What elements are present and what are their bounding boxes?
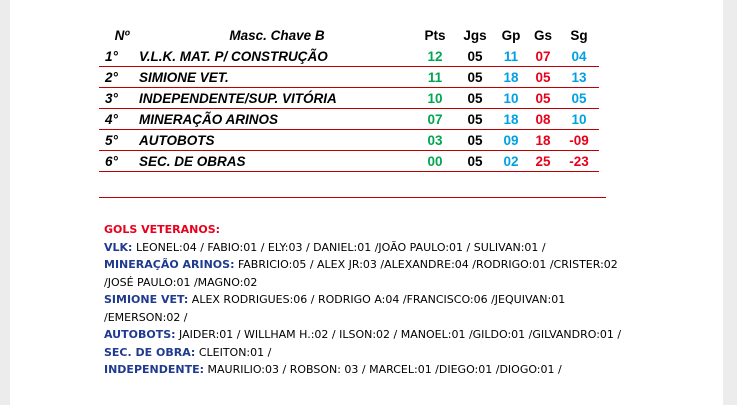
table-row xyxy=(99,88,599,109)
row-gp: 18 xyxy=(495,109,527,130)
header-sg: Sg xyxy=(570,27,588,43)
row-pts: 00 xyxy=(415,151,455,172)
gols-team-label: MINERAÇÃO ARINOS: xyxy=(104,258,235,271)
row-position: 5° xyxy=(99,130,139,151)
gols-scorers: MAURILIO:03 / ROBSON: 03 / MARCEL:01 /DIEGO:01 /DIOGO:01 / xyxy=(204,363,562,376)
row-pts: 07 xyxy=(415,109,455,130)
gols-line-simione xyxy=(104,291,644,326)
row-jgs: 05 xyxy=(455,109,495,130)
gols-line-sec-obra xyxy=(104,344,644,362)
row-sg: 10 xyxy=(559,109,599,130)
gols-line-autobots xyxy=(104,326,644,344)
row-position: 4° xyxy=(99,109,139,130)
gols-title: GOLS VETERANOS: xyxy=(104,223,221,236)
gols-scorers: CLEITON:01 / xyxy=(195,345,272,359)
gols-section xyxy=(104,221,644,379)
row-team: MINERAÇÃO ARINOS xyxy=(139,109,415,130)
row-jgs: 05 xyxy=(455,151,495,172)
row-gp: 09 xyxy=(495,130,527,151)
empty-cell xyxy=(99,172,599,191)
row-position: 3° xyxy=(99,88,139,109)
gols-team-label: SEC. DE OBRA: xyxy=(104,345,196,359)
row-pts: 03 xyxy=(415,130,455,151)
empty-row xyxy=(99,172,599,191)
row-pts: 11 xyxy=(415,67,455,88)
header-position: Nº xyxy=(114,27,130,43)
table-row xyxy=(99,67,599,88)
standings-table xyxy=(99,24,599,190)
row-sg: 04 xyxy=(559,46,599,67)
header-gs: Gs xyxy=(533,27,552,43)
row-pts: 12 xyxy=(415,46,455,67)
row-position: 1° xyxy=(99,46,139,67)
row-gs: 18 xyxy=(527,130,559,151)
table-bottom-divider xyxy=(99,197,606,198)
row-gs: 05 xyxy=(527,88,559,109)
gols-team-label: VLK: xyxy=(104,240,133,254)
row-gp: 18 xyxy=(495,67,527,88)
row-position: 2° xyxy=(99,67,139,88)
row-position: 6° xyxy=(99,151,139,172)
row-gs: 07 xyxy=(527,46,559,67)
gols-scorers: LEONEL:04 / FABIO:01 / ELY:03 / DANIEL:01 /JOÃO PAULO:01 / SULIVAN:01 / xyxy=(132,240,546,254)
row-gp: 11 xyxy=(495,46,527,67)
table-row xyxy=(99,109,599,130)
header-row xyxy=(99,24,599,46)
row-team: SEC. DE OBRAS xyxy=(139,151,415,172)
gols-scorers: JAIDER:01 / WILLHAM H.:02 / ILSON:02 / MANOEL:01 /GILDO:01 /GILVANDRO:01 / xyxy=(175,328,622,341)
gols-team-label: SIMIONE VET: xyxy=(104,293,189,306)
row-sg: -23 xyxy=(559,151,599,172)
row-jgs: 05 xyxy=(455,130,495,151)
row-team: V.L.K. MAT. P/ CONSTRUÇÃO xyxy=(139,46,415,67)
gols-line-vlk xyxy=(104,239,644,257)
row-sg: 05 xyxy=(559,88,599,109)
table-row xyxy=(99,151,599,172)
gols-team-label: INDEPENDENTE: xyxy=(104,363,204,376)
header-gp: Gp xyxy=(501,27,521,43)
gols-scorers: ALEX RODRIGUES:06 / RODRIGO A:04 /FRANCISCO:06 /JEQUIVAN:01 /EMERSON:02 / xyxy=(104,293,566,324)
table-row xyxy=(99,46,599,67)
header-team: Masc. Chave B xyxy=(229,27,325,43)
row-jgs: 05 xyxy=(455,88,495,109)
gols-line-independente xyxy=(104,361,644,379)
gols-team-label: AUTOBOTS: xyxy=(104,328,176,341)
gols-scorers: FABRICIO:05 / ALEX JR:03 /ALEXANDRE:04 /RODRIGO:01 /CRISTER:02 /JOSÉ PAULO:01 /MAGNO:02 xyxy=(104,258,618,289)
row-sg: 13 xyxy=(559,67,599,88)
document-page xyxy=(10,0,723,405)
row-pts: 10 xyxy=(415,88,455,109)
row-jgs: 05 xyxy=(455,67,495,88)
row-team: SIMIONE VET. xyxy=(139,67,415,88)
table-row xyxy=(99,130,599,151)
row-gs: 08 xyxy=(527,109,559,130)
row-team: INDEPENDENTE/SUP. VITÓRIA xyxy=(139,88,415,109)
row-gs: 05 xyxy=(527,67,559,88)
row-gp: 02 xyxy=(495,151,527,172)
row-gp: 10 xyxy=(495,88,527,109)
header-pts: Pts xyxy=(424,27,446,43)
gols-line-mineracao xyxy=(104,256,644,291)
row-gs: 25 xyxy=(527,151,559,172)
row-jgs: 05 xyxy=(455,46,495,67)
row-team: AUTOBOTS xyxy=(139,130,415,151)
row-sg: -09 xyxy=(559,130,599,151)
header-jgs: Jgs xyxy=(463,27,487,43)
